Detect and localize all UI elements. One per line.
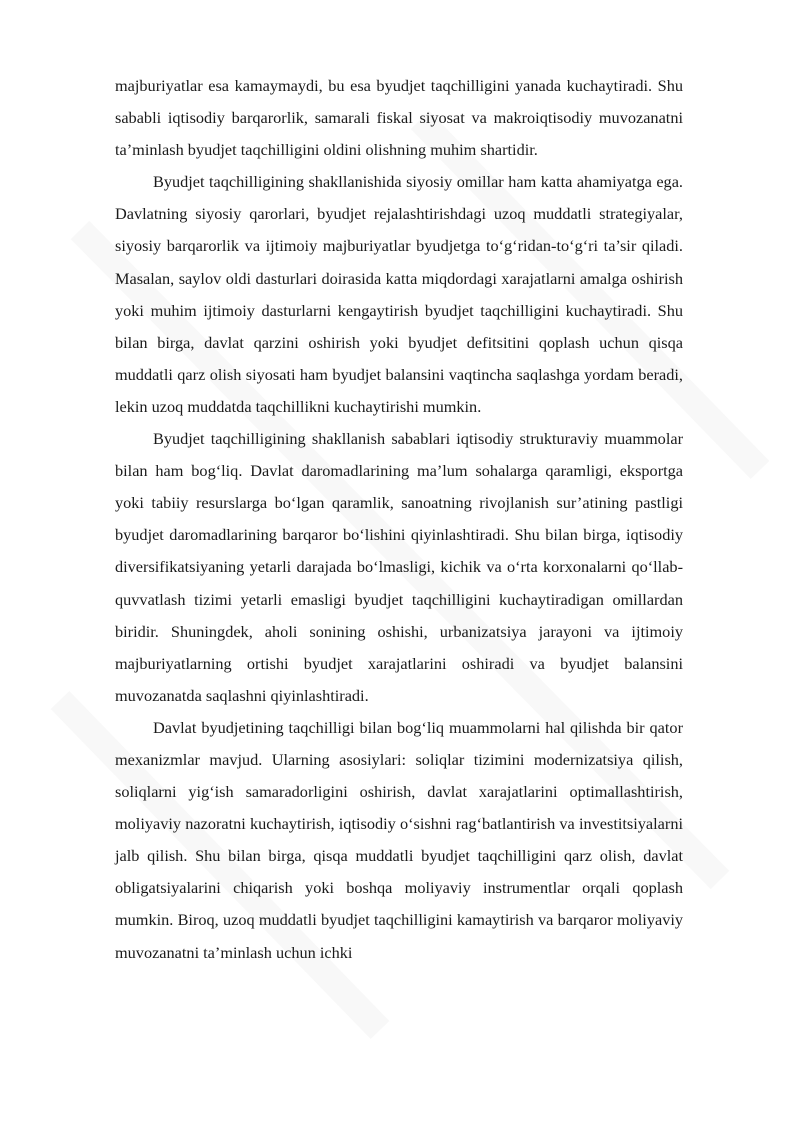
paragraph-2: Byudjet taqchilligining shakllanishida siyosiy omillar ham katta ahamiyatga ega. Davlatning siyosiy qarorlari, byudjet rejalashtirishdagi uzoq muddatli strategiyalar, siyosiy barqarorlik va ijtimoiy majburiyatlar byudjetga to‘g‘ridan-to‘g‘ri ta’sir qiladi. Masalan, saylov oldi dasturlari doirasida katta miqdordagi xarajatlarni amalga oshirish yoki muhim ijtimoiy dasturlarni kengaytirish byudjet taqchilligini kuchaytiradi. Shu bilan birga, davlat qarzini oshirish yoki byudjet defitsitini qoplash uchun qisqa muddatli qarz olish siyosati ham byudjet balansini vaqtincha saqlashga yordam beradi, lekin uzoq muddatda taqchillikni kuchaytirishi mumkin. (115, 172, 683, 416)
document-body (115, 70, 683, 969)
paragraph-4: Davlat byudjetining taqchilligi bilan bog‘liq muammolarni hal qilishda bir qator mexanizmlar mavjud. Ularning asosiylari: soliqlar tizimini modernizatsiya qilish, soliqlarni yig‘ish samaradorligini oshirish, davlat xarajatlarini optimallashtirish, moliyaviy nazoratni kuchaytirish, iqtisodiy o‘sishni rag‘batlantirish va investitsiyalarni jalb qilish. Shu bilan birga, qisqa muddatli byudjet taqchilligini qarz olish, davlat obligatsiyalarini chiqarish yoki boshqa moliyaviy instrumentlar orqali qoplash mumkin. Biroq, uzoq muddatli byudjet taqchilligini kamaytirish va barqaror moliyaviy muvozanatni ta’minlash uchun ichki (115, 717, 683, 962)
paragraph-1: majburiyatlar esa kamaymaydi, bu esa byudjet taqchilligini yanada kuchaytiradi. Shu sababli iqtisodiy barqarorlik, samarali fiskal siyosat va makroiqtisodiy muvozanatni ta’minlash byudjet taqchilligini oldini olishning muhim shartidir. (115, 76, 683, 160)
paragraph-3: Byudjet taqchilligining shakllanish sabablari iqtisodiy strukturaviy muammolar bilan ham bog‘liq. Davlat daromadlarining ma’lum sohalarga qaramligi, eksportga yoki tabiiy resurslarga bo‘lgan qaramlik, sanoatning rivojlanish sur’atining pastligi byudjet daromadlarining barqaror bo‘lishini qiyinlashtiradi. Shu bilan birga, iqtisodiy diversifikatsiyaning yetarli darajada bo‘lmasligi, kichik va o‘rta korxonalarni qo‘llab-quvvatlash tizimi yetarli emasligi byudjet taqchilligini kuchaytiradigan omillardan biridir. Shuningdek, aholi sonining oshishi, urbanizatsiya jarayoni va ijtimoiy majburiyatlarning ortishi byudjet xarajatlarini oshiradi va byudjet balansini muvozanatda saqlashni qiyinlashtiradi. (115, 429, 683, 705)
